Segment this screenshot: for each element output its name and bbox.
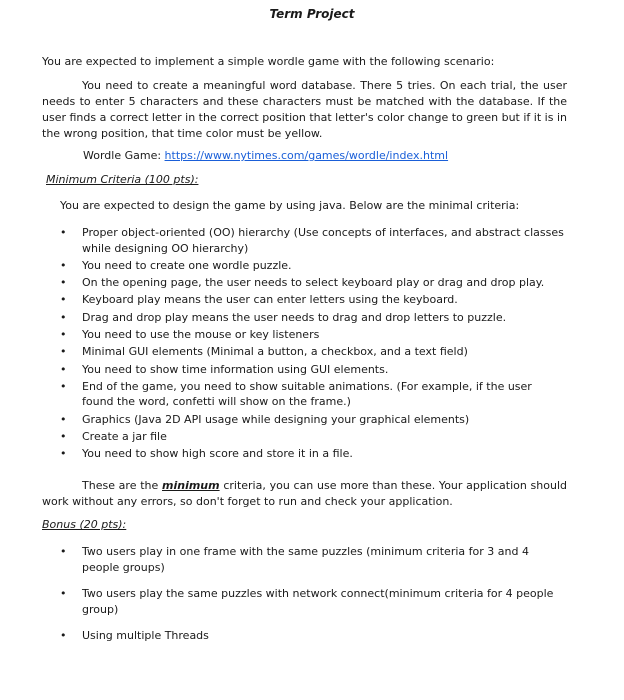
bullet-icon: • — [60, 587, 67, 600]
wordle-line — [83, 148, 583, 164]
wordle-label: Wordle Game: — [83, 149, 165, 162]
criteria-item-text: Create a jar file — [82, 429, 167, 443]
bonus-item-text: Two users play in one frame with the same puzzles (minimum criteria for 3 and 4 people groups) — [82, 545, 529, 574]
bullet-icon: • — [60, 276, 67, 290]
criteria-item-text: You need to show high score and store it in a file. — [82, 447, 353, 461]
bonus-item-text: Two users play the same puzzles with network connect(minimum criteria for 4 people group) — [82, 587, 554, 616]
bonus-item — [60, 544, 565, 575]
bullet-icon: • — [60, 629, 67, 642]
criteria-item — [60, 446, 565, 462]
outro-paragraph — [42, 478, 567, 510]
outro-before: These are the — [82, 479, 162, 492]
criteria-item-text: On the opening page, the user needs to select keyboard play or drag and drop play. — [82, 276, 545, 290]
bullet-icon: • — [60, 379, 67, 393]
bonus-heading: Bonus (20 pts): — [42, 518, 127, 531]
criteria-item-text: Graphics (Java 2D API usage while designing your graphical elements) — [82, 412, 470, 426]
criteria-item-text: End of the game, you need to show suitable animations. (For example, if the user found the word, confetti will show on the frame.) — [82, 379, 532, 409]
expectation-paragraph: You are expected to design the game by using java. Below are the minimal criteria: — [60, 199, 520, 212]
outro-emphasis: minimum — [162, 479, 220, 492]
criteria-item — [60, 344, 565, 360]
bullet-icon: • — [60, 258, 67, 272]
criteria-item — [60, 258, 565, 274]
criteria-item — [60, 429, 565, 445]
bullet-icon: • — [60, 429, 67, 443]
bonus-item — [60, 628, 565, 644]
page-title: Term Project — [269, 7, 355, 21]
criteria-item — [60, 327, 565, 343]
bullet-icon: • — [60, 345, 67, 359]
criteria-list — [60, 225, 565, 464]
bullet-icon: • — [60, 362, 67, 376]
criteria-item — [60, 310, 565, 326]
bullet-icon: • — [60, 226, 67, 239]
bullet-icon: • — [60, 447, 67, 461]
criteria-item — [60, 275, 565, 291]
scenario-text: You need to create a meaningful word database. There 5 tries. On each trial, the user needs to enter 5 characters and these characters must be matched with the database. If the user finds a correct letter in the correct position that letter's color change to green but if it is in the wrong position, that time color must be yellow. — [42, 79, 567, 140]
outro-after: criteria, you can use more than these. Your application should work without any errors, so don't forget to run and check your application. — [42, 479, 567, 508]
criteria-item-text: Drag and drop play means the user needs to drag and drop letters to puzzle. — [82, 310, 507, 324]
criteria-item — [60, 362, 565, 378]
bullet-icon: • — [60, 327, 67, 341]
criteria-item-text: You need to use the mouse or key listeners — [82, 327, 320, 341]
criteria-item-text: You need to show time information using GUI elements. — [82, 362, 389, 376]
bonus-item-text: Using multiple Threads — [82, 629, 209, 642]
bullet-icon: • — [60, 545, 67, 558]
criteria-item — [60, 225, 565, 256]
criteria-item-text: You need to create one wordle puzzle. — [82, 258, 292, 272]
bullet-icon: • — [60, 310, 67, 324]
intro-paragraph: You are expected to implement a simple wordle game with the following scenario: — [42, 55, 495, 68]
bullet-icon: • — [60, 293, 67, 307]
criteria-item-text: Minimal GUI elements (Minimal a button, a checkbox, and a text field) — [82, 345, 468, 359]
wordle-link[interactable]: https://www.nytimes.com/games/wordle/index.html — [164, 149, 449, 162]
bullet-icon: • — [60, 412, 67, 426]
criteria-item-text: Keyboard play means the user can enter letters using the keyboard. — [82, 293, 458, 307]
criteria-item-text: Proper object-oriented (OO) hierarchy (Use concepts of interfaces, and abstract classes while designing OO hierarchy) — [82, 226, 564, 255]
scenario-paragraph — [42, 78, 567, 142]
minimum-criteria-heading: Minimum Criteria (100 pts): — [46, 173, 199, 186]
criteria-item — [60, 379, 565, 410]
bonus-item — [60, 586, 565, 617]
criteria-item — [60, 292, 565, 308]
bonus-list — [60, 544, 565, 655]
criteria-item — [60, 412, 565, 428]
